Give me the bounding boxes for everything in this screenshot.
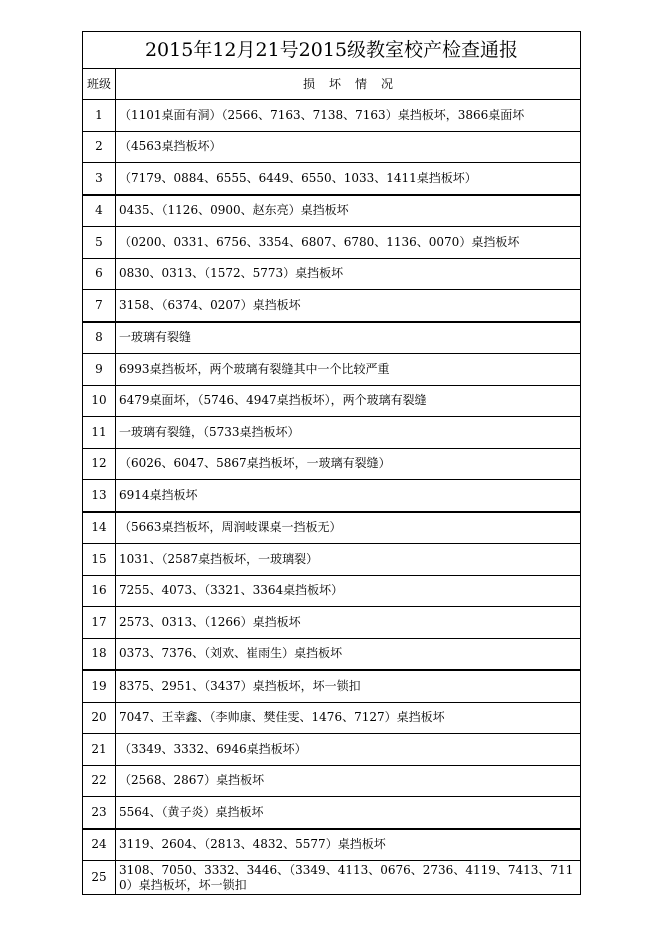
table-row	[83, 765, 581, 797]
damage-description: 0830、0313、（1572、5773）桌挡板坏	[116, 258, 581, 290]
damage-description: （0200、0331、6756、3354、6807、6780、1136、0070）桌挡板坏	[116, 227, 581, 259]
damage-description: 一玻璃有裂缝，（5733桌挡板坏）	[116, 417, 581, 449]
class-number: 18	[83, 638, 116, 670]
damage-description: 7255、4073、（3321、3364桌挡板坏）	[116, 575, 581, 607]
damage-description: 5564、（黄子炎）桌挡板坏	[116, 797, 581, 829]
damage-description: 1031、（2587桌挡板坏，一玻璃裂）	[116, 544, 581, 576]
class-number: 3	[83, 163, 116, 195]
table-row	[83, 322, 581, 354]
damage-description: 0435、（1126、0900、赵东亮）桌挡板坏	[116, 195, 581, 227]
damage-description: （5663桌挡板坏，周润岐课桌一挡板无）	[116, 512, 581, 544]
class-number: 10	[83, 385, 116, 417]
table-row	[83, 638, 581, 670]
table-row	[83, 512, 581, 544]
table-row	[83, 163, 581, 195]
class-number: 24	[83, 829, 116, 861]
title-row	[83, 32, 581, 69]
table-row	[83, 131, 581, 163]
table-row	[83, 417, 581, 449]
damage-description: 6479桌面坏，（5746、4947桌挡板坏），两个玻璃有裂缝	[116, 385, 581, 417]
header-row	[83, 69, 581, 100]
report-title: 2015年12月21号2015级教室校产检查通报	[83, 32, 581, 69]
class-number: 9	[83, 354, 116, 386]
table-row	[83, 670, 581, 702]
class-number: 8	[83, 322, 116, 354]
class-number: 2	[83, 131, 116, 163]
table-row	[83, 734, 581, 766]
class-number: 11	[83, 417, 116, 449]
damage-description: （1101桌面有洞）（2566、7163、7138、7163）桌挡板坏，3866桌面坏	[116, 100, 581, 132]
class-number: 23	[83, 797, 116, 829]
class-number: 19	[83, 670, 116, 702]
table-row	[83, 861, 581, 895]
table-row	[83, 195, 581, 227]
damage-description: （6026、6047、5867桌挡板坏，一玻璃有裂缝）	[116, 448, 581, 480]
table-row	[83, 290, 581, 322]
table-row	[83, 829, 581, 861]
damage-description: 6993桌挡板坏，两个玻璃有裂缝其中一个比较严重	[116, 354, 581, 386]
inspection-report-table	[82, 31, 581, 895]
damage-description: （2568、2867）桌挡板坏	[116, 765, 581, 797]
damage-description: 8375、2951、（3437）桌挡板坏，坏一锁扣	[116, 670, 581, 702]
class-number: 25	[83, 861, 116, 895]
damage-description: 6914桌挡板坏	[116, 480, 581, 512]
class-number: 4	[83, 195, 116, 227]
damage-column-header: 损坏情况	[116, 69, 581, 100]
table-row	[83, 385, 581, 417]
class-number: 7	[83, 290, 116, 322]
class-number: 20	[83, 702, 116, 734]
damage-description: 0373、7376、（刘欢、崔雨生）桌挡板坏	[116, 638, 581, 670]
damage-description: 3119、2604、（2813、4832、5577）桌挡板坏	[116, 829, 581, 861]
damage-description: 3108、7050、3332、3446、（3349、4113、0676、2736、4119、7413、7110）桌挡板坏，坏一锁扣	[116, 861, 581, 895]
class-number: 21	[83, 734, 116, 766]
class-column-header: 班级	[83, 69, 116, 100]
class-number: 15	[83, 544, 116, 576]
damage-description: 3158、（6374、0207）桌挡板坏	[116, 290, 581, 322]
damage-description: 7047、王幸鑫、（李帅康、樊佳雯、1476、7127）桌挡板坏	[116, 702, 581, 734]
class-number: 16	[83, 575, 116, 607]
table-row	[83, 100, 581, 132]
table-row	[83, 607, 581, 639]
class-number: 6	[83, 258, 116, 290]
damage-description: （7179、0884、6555、6449、6550、1033、1411桌挡板坏）	[116, 163, 581, 195]
class-number: 14	[83, 512, 116, 544]
table-row	[83, 258, 581, 290]
table-row	[83, 480, 581, 512]
table-row	[83, 448, 581, 480]
damage-description: 2573、0313、（1266）桌挡板坏	[116, 607, 581, 639]
class-number: 22	[83, 765, 116, 797]
table-row	[83, 544, 581, 576]
class-number: 12	[83, 448, 116, 480]
damage-description: 一玻璃有裂缝	[116, 322, 581, 354]
class-number: 17	[83, 607, 116, 639]
class-number: 1	[83, 100, 116, 132]
table-row	[83, 797, 581, 829]
class-number: 13	[83, 480, 116, 512]
damage-description: （3349、3332、6946桌挡板坏）	[116, 734, 581, 766]
table-row	[83, 227, 581, 259]
table-row	[83, 702, 581, 734]
table-row	[83, 354, 581, 386]
damage-description: （4563桌挡板坏）	[116, 131, 581, 163]
table-row	[83, 575, 581, 607]
class-number: 5	[83, 227, 116, 259]
